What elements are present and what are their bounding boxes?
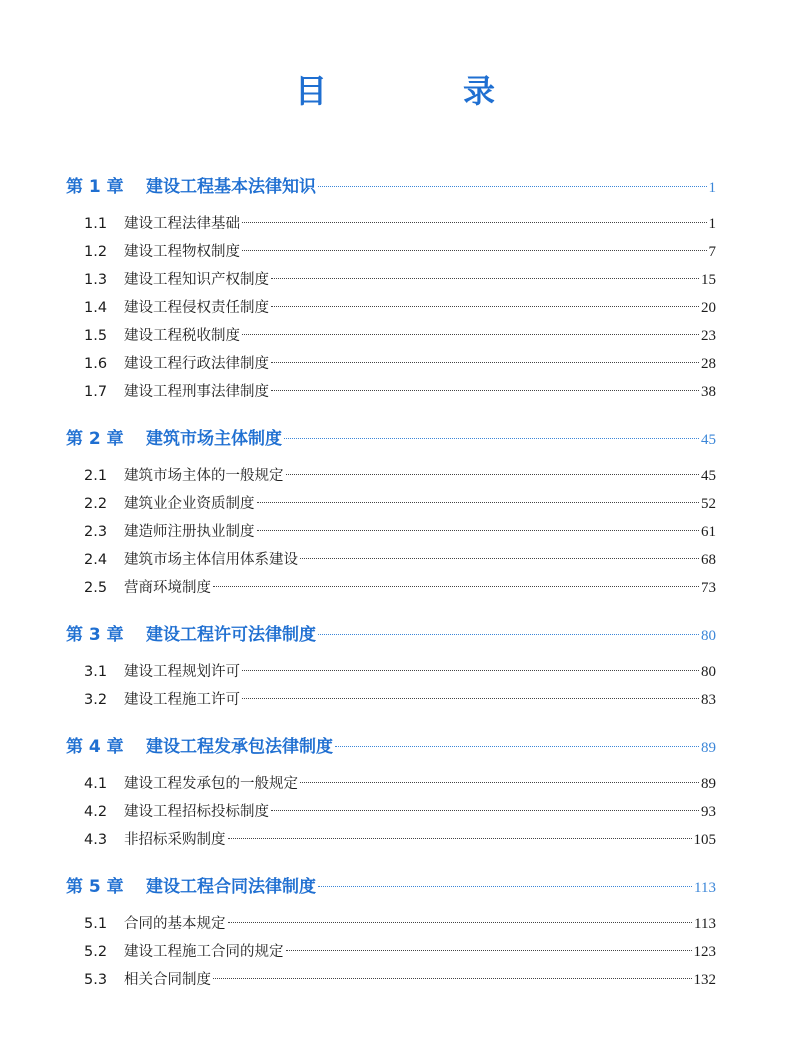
section-entry[interactable]: [84, 518, 716, 546]
dot-leader: [271, 361, 699, 363]
dot-leader: [271, 305, 699, 307]
section-title: 建设工程行政法律制度: [124, 356, 269, 372]
section-title: 建设工程招标投标制度: [124, 804, 269, 820]
section-title: 建设工程物权制度: [124, 244, 240, 260]
chapter-entry[interactable]: [66, 730, 716, 764]
section-page-number: 123: [693, 944, 716, 960]
dot-leader: [271, 809, 699, 811]
section-page-number: 83: [701, 692, 716, 708]
section-entry[interactable]: [84, 910, 716, 938]
chapter-block: [66, 870, 716, 1004]
section-entry[interactable]: [84, 826, 716, 854]
section-entry[interactable]: [84, 574, 716, 602]
section-page-number: 52: [701, 496, 716, 512]
section-number: 2.3: [84, 524, 108, 540]
chapter-page-number: 89: [701, 740, 716, 756]
dot-leader: [242, 249, 707, 251]
section-page-number: 68: [701, 552, 716, 568]
dot-leader: [228, 837, 692, 839]
section-title: 相关合同制度: [124, 972, 211, 988]
dot-leader: [242, 333, 699, 335]
section-entry[interactable]: [84, 378, 716, 406]
dot-leader: [300, 781, 699, 783]
section-page-number: 38: [701, 384, 716, 400]
section-page-number: 89: [701, 776, 716, 792]
dot-leader: [318, 633, 699, 635]
page-title: 目 录: [294, 72, 547, 110]
section-entry[interactable]: [84, 210, 716, 238]
section-number: 3.1: [84, 664, 108, 680]
section-page-number: 7: [708, 244, 716, 260]
section-title: 建设工程刑事法律制度: [124, 384, 269, 400]
dot-leader: [242, 669, 699, 671]
dot-leader: [286, 949, 692, 951]
chapter-page-number: 113: [694, 880, 716, 896]
chapter-number: 第 5 章: [66, 877, 124, 897]
section-number: 2.5: [84, 580, 108, 596]
section-number: 5.1: [84, 916, 108, 932]
section-number: 2.1: [84, 468, 108, 484]
section-title: 建设工程施工合同的规定: [124, 944, 284, 960]
dot-leader: [318, 185, 707, 187]
section-entry[interactable]: [84, 266, 716, 294]
section-entry[interactable]: [84, 462, 716, 490]
section-entry[interactable]: [84, 658, 716, 686]
chapter-number: 第 4 章: [66, 737, 124, 757]
section-title: 建筑业企业资质制度: [124, 496, 255, 512]
dot-leader: [213, 585, 699, 587]
section-list: [66, 456, 716, 612]
section-number: 2.2: [84, 496, 108, 512]
section-entry[interactable]: [84, 294, 716, 322]
section-title: 建设工程法律基础: [124, 216, 240, 232]
section-page-number: 105: [693, 832, 716, 848]
section-page-number: 132: [693, 972, 716, 988]
section-entry[interactable]: [84, 966, 716, 994]
section-number: 3.2: [84, 692, 108, 708]
section-entry[interactable]: [84, 798, 716, 826]
dot-leader: [271, 389, 699, 391]
section-list: [66, 764, 716, 864]
dot-leader: [213, 977, 692, 979]
section-number: 2.4: [84, 552, 108, 568]
section-page-number: 93: [701, 804, 716, 820]
section-title: 营商环境制度: [124, 580, 211, 596]
section-number: 4.2: [84, 804, 108, 820]
section-title: 非招标采购制度: [124, 832, 226, 848]
dot-leader: [257, 529, 700, 531]
section-entry[interactable]: [84, 322, 716, 350]
section-page-number: 45: [701, 468, 716, 484]
dot-leader: [271, 277, 699, 279]
section-number: 1.2: [84, 244, 108, 260]
section-page-number: 80: [701, 664, 716, 680]
chapter-title: 建设工程基本法律知识: [146, 177, 316, 197]
section-number: 5.2: [84, 944, 108, 960]
section-page-number: 113: [694, 916, 716, 932]
chapter-title: 建筑市场主体制度: [146, 429, 282, 449]
section-list: [66, 652, 716, 724]
chapter-page-number: 80: [701, 628, 716, 644]
section-number: 1.5: [84, 328, 108, 344]
section-page-number: 61: [701, 524, 716, 540]
section-title: 建设工程施工许可: [124, 692, 240, 708]
chapter-block: [66, 730, 716, 864]
section-title: 建筑市场主体的一般规定: [124, 468, 284, 484]
section-number: 1.1: [84, 216, 108, 232]
dot-leader: [284, 437, 699, 439]
section-page-number: 73: [701, 580, 716, 596]
section-title: 建设工程规划许可: [124, 664, 240, 680]
chapter-page-number: 45: [701, 432, 716, 448]
chapter-entry[interactable]: [66, 170, 716, 204]
section-number: 5.3: [84, 972, 108, 988]
section-page-number: 15: [701, 272, 716, 288]
section-title: 建设工程税收制度: [124, 328, 240, 344]
chapter-block: [66, 170, 716, 416]
section-list: [66, 204, 716, 416]
section-number: 4.1: [84, 776, 108, 792]
dot-leader: [286, 473, 700, 475]
dot-leader: [300, 557, 699, 559]
table-of-contents: [66, 170, 716, 1010]
section-page-number: 1: [708, 216, 716, 232]
section-title: 建设工程知识产权制度: [124, 272, 269, 288]
chapter-number: 第 1 章: [66, 177, 124, 197]
chapter-block: [66, 618, 716, 724]
section-number: 1.7: [84, 384, 108, 400]
dot-leader: [257, 501, 700, 503]
dot-leader: [228, 921, 693, 923]
section-list: [66, 904, 716, 1004]
chapter-entry[interactable]: [66, 870, 716, 904]
chapter-number: 第 2 章: [66, 429, 124, 449]
chapter-title: 建设工程许可法律制度: [146, 625, 316, 645]
chapter-title: 建设工程合同法律制度: [146, 877, 316, 897]
section-number: 1.3: [84, 272, 108, 288]
chapter-page-number: 1: [708, 180, 716, 196]
dot-leader: [242, 697, 699, 699]
dot-leader: [335, 745, 699, 747]
chapter-number: 第 3 章: [66, 625, 124, 645]
section-page-number: 20: [701, 300, 716, 316]
section-entry[interactable]: [84, 490, 716, 518]
section-number: 1.4: [84, 300, 108, 316]
section-number: 1.6: [84, 356, 108, 372]
section-title: 建造师注册执业制度: [124, 524, 255, 540]
chapter-entry[interactable]: [66, 422, 716, 456]
section-entry[interactable]: [84, 238, 716, 266]
section-entry[interactable]: [84, 770, 716, 798]
chapter-title: 建设工程发承包法律制度: [146, 737, 333, 757]
section-number: 4.3: [84, 832, 108, 848]
section-title: 建设工程发承包的一般规定: [124, 776, 298, 792]
section-entry[interactable]: [84, 350, 716, 378]
section-title: 建筑市场主体信用体系建设: [124, 552, 298, 568]
section-entry[interactable]: [84, 938, 716, 966]
dot-leader: [318, 885, 692, 887]
chapter-block: [66, 422, 716, 612]
section-page-number: 23: [701, 328, 716, 344]
section-entry[interactable]: [84, 546, 716, 574]
section-title: 建设工程侵权责任制度: [124, 300, 269, 316]
section-title: 合同的基本规定: [124, 916, 226, 932]
section-entry[interactable]: [84, 686, 716, 714]
dot-leader: [242, 221, 707, 223]
chapter-entry[interactable]: [66, 618, 716, 652]
section-page-number: 28: [701, 356, 716, 372]
